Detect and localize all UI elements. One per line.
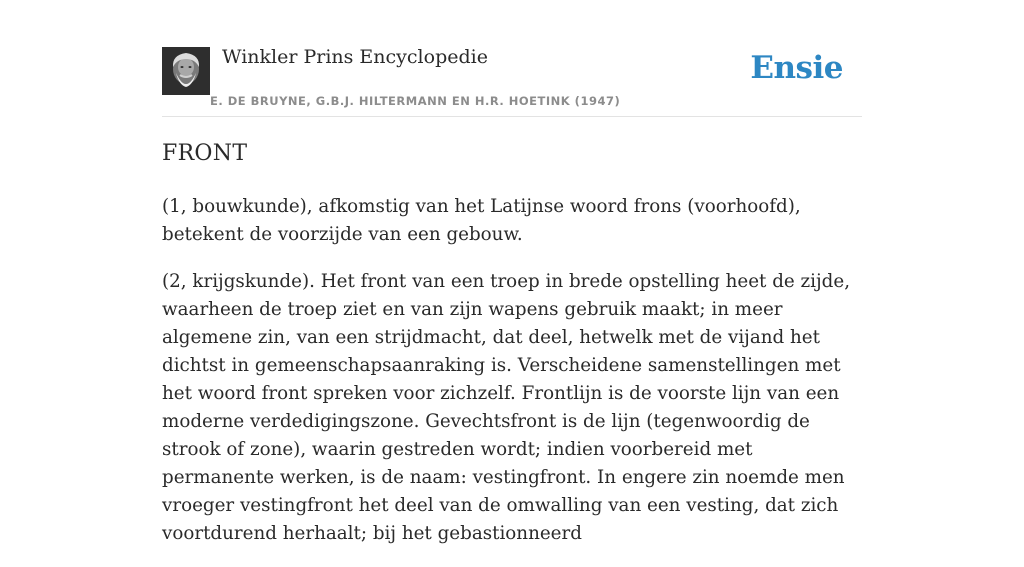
paragraph-2: (2, krijgskunde). Het front van een troep in brede opstelling heet de zijde, waarheen de troep ziet en van zijn wapens gebruik maakt; in meer algemene zin, van een strijdmacht, dat deel, hetwelk met de vijand het dichtst in gemeenschapsaanraking is. Verscheidene samenstellingen met het woord front spreken voor zichzelf. Frontlijn is de voorste lijn van een moderne verdedigingszone. Gevechtsfront is de lijn (tegenwoordig de strook of zone), waarin gestreden wordt; indien voorbereid met permanente werken, is de naam: vestingfront. In engere zin noemde men vroeger vestingfront het deel van de omwalling van een vesting, dat zich voortdurend herhaalt; bij het gebastionneerd: [162, 271, 851, 544]
source-header: [162, 40, 862, 117]
ensie-logo[interactable]: Ensie: [750, 50, 843, 86]
paragraph-1: (1, bouwkunde), afkomstig van het Latijnse woord frons (voorhoofd), betekent de voorzijde van een gebouw.: [162, 196, 801, 245]
portrait-image: [162, 47, 210, 95]
article-content: [162, 138, 862, 567]
authors-line: E. DE BRUYNE, G.B.J. HILTERMANN EN H.R. HOETINK (1947): [210, 94, 621, 108]
author-avatar[interactable]: [162, 47, 210, 95]
article-title: FRONT: [162, 141, 248, 166]
encyclopedia-title[interactable]: Winkler Prins Encyclopedie: [222, 46, 488, 68]
